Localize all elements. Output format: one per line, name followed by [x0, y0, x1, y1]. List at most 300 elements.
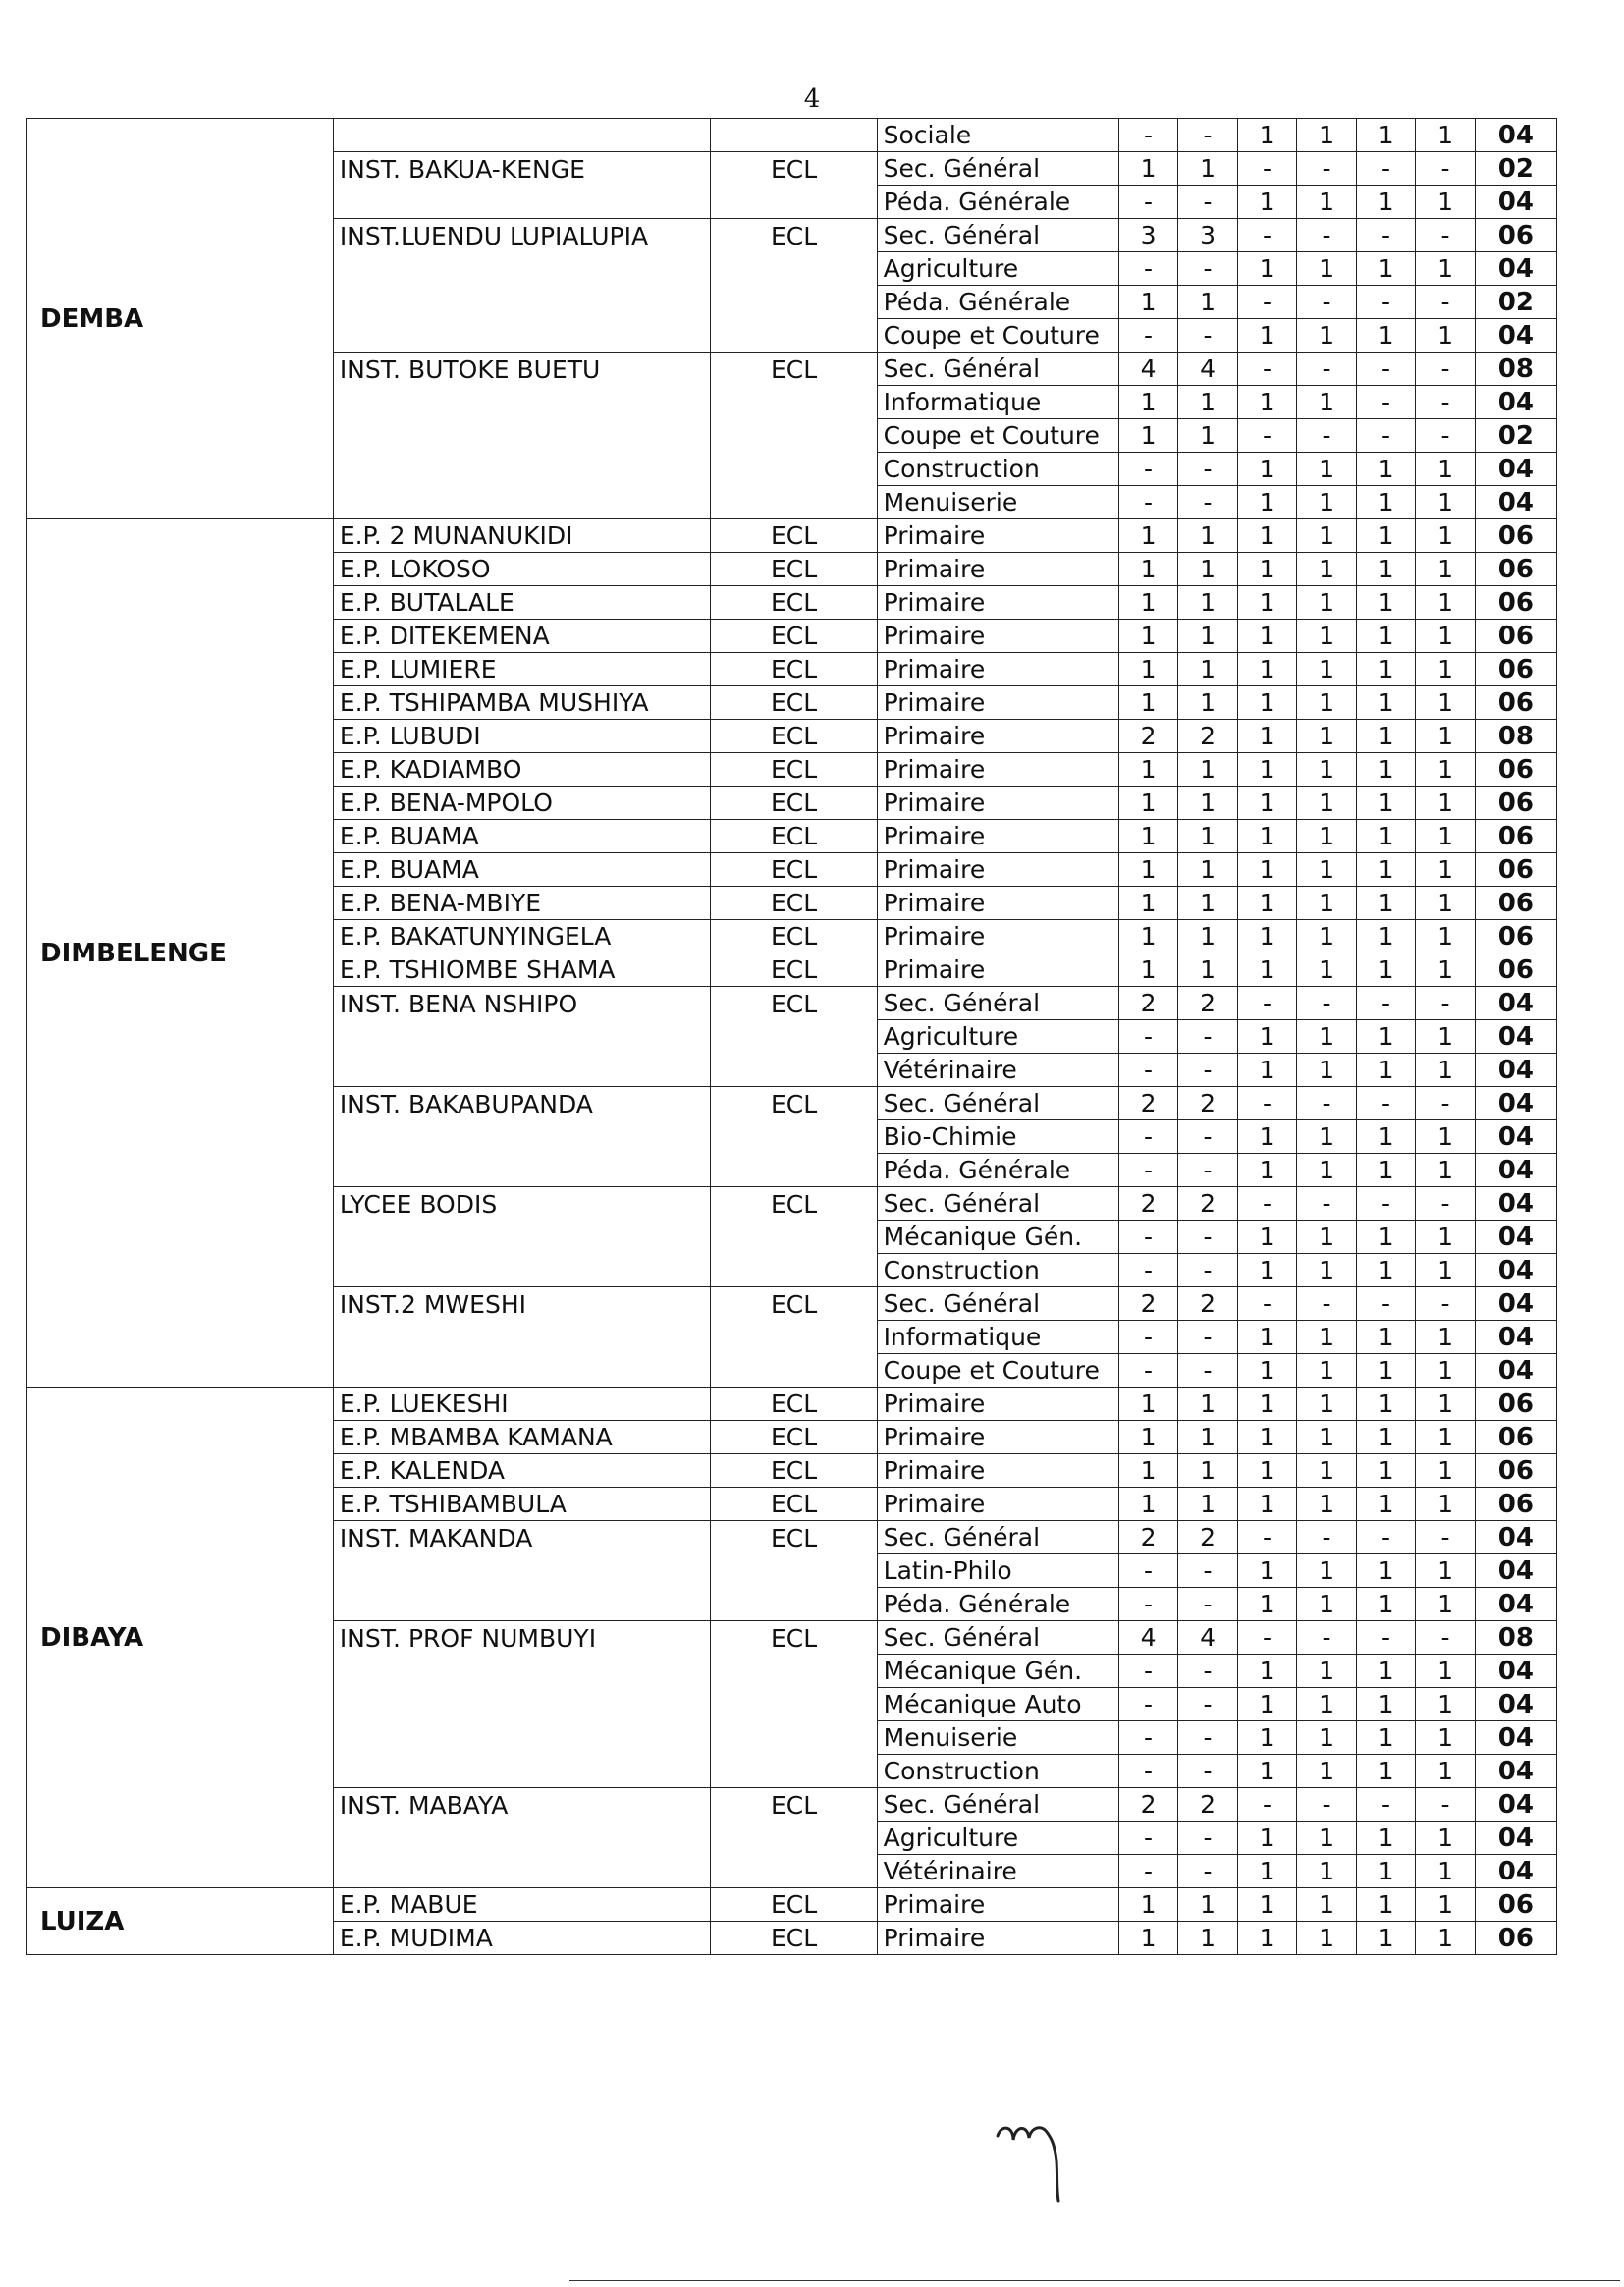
total-cell: 04: [1475, 486, 1556, 519]
count-cell: 1: [1356, 1488, 1416, 1521]
option-cell: Péda. Générale: [877, 286, 1118, 319]
count-cell: 1: [1297, 686, 1357, 720]
count-cell: 1: [1118, 653, 1178, 686]
table-row: [27, 1388, 1557, 1421]
option-cell: Primaire: [877, 686, 1118, 720]
regime-cell: ECL: [711, 1187, 877, 1287]
count-cell: -: [1118, 1321, 1178, 1354]
count-cell: 1: [1356, 1554, 1416, 1588]
count-cell: -: [1178, 453, 1238, 486]
count-cell: 1: [1297, 453, 1357, 486]
count-cell: -: [1356, 1788, 1416, 1822]
count-cell: 3: [1118, 219, 1178, 252]
total-cell: 06: [1475, 853, 1556, 887]
count-cell: 2: [1118, 987, 1178, 1020]
count-cell: 1: [1237, 119, 1297, 152]
count-cell: 1: [1297, 553, 1357, 586]
option-cell: Construction: [877, 1755, 1118, 1788]
total-cell: 04: [1475, 1054, 1556, 1087]
option-cell: Primaire: [877, 1888, 1118, 1922]
count-cell: 2: [1178, 987, 1238, 1020]
school-name-cell: INST. BUTOKE BUETU: [333, 353, 711, 519]
count-cell: 1: [1297, 1755, 1357, 1788]
count-cell: 1: [1297, 820, 1357, 853]
count-cell: 1: [1297, 1020, 1357, 1054]
count-cell: 1: [1297, 1154, 1357, 1187]
count-cell: -: [1178, 1655, 1238, 1688]
count-cell: -: [1118, 486, 1178, 519]
count-cell: -: [1297, 987, 1357, 1020]
total-cell: 02: [1475, 286, 1556, 319]
count-cell: -: [1178, 1321, 1238, 1354]
school-name-cell: E.P. MBAMBA KAMANA: [333, 1421, 711, 1454]
count-cell: -: [1416, 1287, 1476, 1321]
regime-cell: ECL: [711, 953, 877, 987]
count-cell: 1: [1356, 453, 1416, 486]
count-cell: -: [1178, 1054, 1238, 1087]
count-cell: 1: [1356, 486, 1416, 519]
regime-cell: ECL: [711, 686, 877, 720]
option-cell: Coupe et Couture: [877, 419, 1118, 453]
count-cell: 1: [1416, 1721, 1476, 1755]
count-cell: 1: [1356, 953, 1416, 987]
count-cell: 1: [1297, 853, 1357, 887]
count-cell: 1: [1237, 1221, 1297, 1254]
count-cell: 1: [1356, 1888, 1416, 1922]
count-cell: -: [1297, 1621, 1357, 1655]
count-cell: -: [1356, 286, 1416, 319]
count-cell: 1: [1178, 686, 1238, 720]
count-cell: 1: [1237, 386, 1297, 419]
region-cell: DEMBA: [27, 119, 334, 519]
total-cell: 04: [1475, 1655, 1556, 1688]
count-cell: 3: [1178, 219, 1238, 252]
option-cell: Primaire: [877, 720, 1118, 753]
count-cell: -: [1297, 152, 1357, 186]
total-cell: 04: [1475, 1788, 1556, 1822]
count-cell: 1: [1297, 386, 1357, 419]
count-cell: -: [1118, 1354, 1178, 1388]
total-cell: 04: [1475, 1221, 1556, 1254]
count-cell: 1: [1297, 953, 1357, 987]
count-cell: 1: [1178, 953, 1238, 987]
count-cell: 1: [1356, 720, 1416, 753]
count-cell: 1: [1416, 186, 1476, 219]
count-cell: 1: [1356, 1655, 1416, 1688]
count-cell: 1: [1416, 453, 1476, 486]
count-cell: 1: [1356, 1120, 1416, 1154]
option-cell: Sec. Général: [877, 152, 1118, 186]
total-cell: 06: [1475, 787, 1556, 820]
count-cell: 1: [1416, 1354, 1476, 1388]
count-cell: 1: [1237, 1655, 1297, 1688]
total-cell: 08: [1475, 720, 1556, 753]
count-cell: -: [1297, 219, 1357, 252]
count-cell: 1: [1416, 486, 1476, 519]
count-cell: -: [1356, 353, 1416, 386]
count-cell: -: [1118, 1020, 1178, 1054]
total-cell: 04: [1475, 1755, 1556, 1788]
total-cell: 04: [1475, 1187, 1556, 1221]
school-name-cell: INST.2 MWESHI: [333, 1287, 711, 1388]
option-cell: Primaire: [877, 1388, 1118, 1421]
count-cell: 1: [1297, 1488, 1357, 1521]
count-cell: 1: [1118, 586, 1178, 620]
total-cell: 06: [1475, 1454, 1556, 1488]
total-cell: 02: [1475, 419, 1556, 453]
count-cell: 1: [1237, 519, 1297, 553]
school-name-cell: INST. BENA NSHIPO: [333, 987, 711, 1087]
school-name-cell: E.P. BAKATUNYINGELA: [333, 920, 711, 953]
count-cell: 1: [1416, 1254, 1476, 1287]
count-cell: 1: [1297, 252, 1357, 286]
count-cell: 1: [1416, 119, 1476, 152]
count-cell: 1: [1237, 1054, 1297, 1087]
count-cell: 1: [1297, 1588, 1357, 1621]
count-cell: -: [1297, 419, 1357, 453]
count-cell: -: [1118, 1588, 1178, 1621]
count-cell: 1: [1118, 1454, 1178, 1488]
count-cell: -: [1178, 1120, 1238, 1154]
count-cell: -: [1118, 252, 1178, 286]
count-cell: 1: [1178, 1454, 1238, 1488]
total-cell: 04: [1475, 453, 1556, 486]
option-cell: Mécanique Gén.: [877, 1221, 1118, 1254]
count-cell: 1: [1297, 1688, 1357, 1721]
count-cell: 1: [1118, 853, 1178, 887]
school-name-cell: E.P. DITEKEMENA: [333, 620, 711, 653]
count-cell: -: [1297, 1788, 1357, 1822]
count-cell: 1: [1297, 887, 1357, 920]
count-cell: -: [1237, 219, 1297, 252]
count-cell: 1: [1297, 1554, 1357, 1588]
count-cell: -: [1237, 419, 1297, 453]
count-cell: 1: [1416, 586, 1476, 620]
school-name-cell: INST. BAKABUPANDA: [333, 1087, 711, 1187]
count-cell: 1: [1356, 1020, 1416, 1054]
count-cell: -: [1237, 1287, 1297, 1321]
count-cell: 1: [1297, 519, 1357, 553]
region-cell: LUIZA: [27, 1888, 334, 1955]
option-cell: Menuiserie: [877, 1721, 1118, 1755]
school-name-cell: INST. MAKANDA: [333, 1521, 711, 1621]
count-cell: 1: [1237, 1454, 1297, 1488]
count-cell: 1: [1237, 453, 1297, 486]
count-cell: 1: [1416, 1154, 1476, 1187]
count-cell: 1: [1297, 1454, 1357, 1488]
count-cell: 1: [1237, 1588, 1297, 1621]
school-name-cell: E.P. 2 MUNANUKIDI: [333, 519, 711, 553]
option-cell: Primaire: [877, 1488, 1118, 1521]
regime-cell: ECL: [711, 553, 877, 586]
count-cell: 1: [1237, 920, 1297, 953]
count-cell: 1: [1356, 787, 1416, 820]
regime-cell: ECL: [711, 519, 877, 553]
count-cell: 1: [1356, 1388, 1416, 1421]
regime-cell: ECL: [711, 1521, 877, 1621]
count-cell: -: [1118, 1154, 1178, 1187]
regime-cell: ECL: [711, 920, 877, 953]
count-cell: 1: [1416, 887, 1476, 920]
total-cell: 06: [1475, 1922, 1556, 1955]
count-cell: 1: [1178, 1421, 1238, 1454]
total-cell: 06: [1475, 753, 1556, 787]
option-cell: Primaire: [877, 586, 1118, 620]
count-cell: 1: [1356, 920, 1416, 953]
count-cell: -: [1297, 286, 1357, 319]
total-cell: 06: [1475, 1388, 1556, 1421]
count-cell: -: [1356, 152, 1416, 186]
count-cell: 1: [1237, 1554, 1297, 1588]
regime-cell: ECL: [711, 620, 877, 653]
count-cell: 1: [1356, 1922, 1416, 1955]
option-cell: Primaire: [877, 1454, 1118, 1488]
count-cell: -: [1416, 1521, 1476, 1554]
option-cell: Sec. Général: [877, 1187, 1118, 1221]
count-cell: 1: [1416, 1221, 1476, 1254]
count-cell: -: [1356, 1287, 1416, 1321]
option-cell: Vétérinaire: [877, 1855, 1118, 1888]
count-cell: 1: [1416, 1020, 1476, 1054]
count-cell: 1: [1416, 1755, 1476, 1788]
count-cell: -: [1118, 1554, 1178, 1588]
count-cell: 1: [1297, 586, 1357, 620]
total-cell: 04: [1475, 319, 1556, 353]
total-cell: 04: [1475, 1688, 1556, 1721]
count-cell: -: [1356, 1521, 1416, 1554]
total-cell: 04: [1475, 386, 1556, 419]
count-cell: 1: [1118, 152, 1178, 186]
count-cell: -: [1356, 1187, 1416, 1221]
count-cell: 1: [1178, 586, 1238, 620]
count-cell: 2: [1118, 1087, 1178, 1120]
total-cell: 04: [1475, 1354, 1556, 1388]
count-cell: 1: [1356, 1421, 1416, 1454]
option-cell: Sec. Général: [877, 219, 1118, 252]
total-cell: 04: [1475, 1855, 1556, 1888]
count-cell: 1: [1178, 386, 1238, 419]
count-cell: 1: [1416, 753, 1476, 787]
regime-cell: ECL: [711, 1087, 877, 1187]
count-cell: 1: [1297, 1655, 1357, 1688]
option-cell: Agriculture: [877, 1822, 1118, 1855]
count-cell: 1: [1118, 953, 1178, 987]
count-cell: 1: [1237, 1254, 1297, 1287]
count-cell: 1: [1237, 252, 1297, 286]
count-cell: 1: [1356, 1154, 1416, 1187]
count-cell: 1: [1297, 1321, 1357, 1354]
regime-cell: ECL: [711, 987, 877, 1087]
count-cell: 1: [1356, 853, 1416, 887]
regime-cell: ECL: [711, 1922, 877, 1955]
count-cell: -: [1118, 1254, 1178, 1287]
total-cell: 04: [1475, 1254, 1556, 1287]
total-cell: 06: [1475, 553, 1556, 586]
total-cell: 06: [1475, 953, 1556, 987]
option-cell: Sec. Général: [877, 1087, 1118, 1120]
count-cell: 1: [1118, 1388, 1178, 1421]
count-cell: 1: [1237, 1020, 1297, 1054]
school-name-cell: INST. MABAYA: [333, 1788, 711, 1888]
total-cell: 06: [1475, 920, 1556, 953]
option-cell: Primaire: [877, 1421, 1118, 1454]
count-cell: 2: [1118, 1287, 1178, 1321]
count-cell: -: [1416, 1788, 1476, 1822]
count-cell: 1: [1297, 920, 1357, 953]
regime-cell: ECL: [711, 1388, 877, 1421]
option-cell: Bio-Chimie: [877, 1120, 1118, 1154]
count-cell: -: [1237, 286, 1297, 319]
count-cell: 1: [1416, 686, 1476, 720]
count-cell: 1: [1118, 286, 1178, 319]
school-name-cell: E.P. TSHIOMBE SHAMA: [333, 953, 711, 987]
count-cell: 1: [1237, 553, 1297, 586]
count-cell: 1: [1237, 620, 1297, 653]
option-cell: Mécanique Gén.: [877, 1655, 1118, 1688]
regime-cell: ECL: [711, 1788, 877, 1888]
count-cell: 1: [1118, 820, 1178, 853]
regime-cell: ECL: [711, 653, 877, 686]
regime-cell: ECL: [711, 1454, 877, 1488]
option-cell: Primaire: [877, 887, 1118, 920]
count-cell: 1: [1356, 1822, 1416, 1855]
school-name-cell: E.P. LOKOSO: [333, 553, 711, 586]
count-cell: -: [1416, 419, 1476, 453]
count-cell: 1: [1178, 1922, 1238, 1955]
count-cell: 1: [1297, 1822, 1357, 1855]
count-cell: 1: [1118, 920, 1178, 953]
region-cell: DIMBELENGE: [27, 519, 334, 1388]
school-allocation-table: [26, 118, 1557, 1955]
count-cell: 1: [1237, 186, 1297, 219]
count-cell: 1: [1237, 1120, 1297, 1154]
count-cell: -: [1118, 186, 1178, 219]
total-cell: 08: [1475, 353, 1556, 386]
count-cell: -: [1178, 1354, 1238, 1388]
count-cell: 1: [1237, 1855, 1297, 1888]
region-cell: DIBAYA: [27, 1388, 334, 1888]
option-cell: Primaire: [877, 553, 1118, 586]
total-cell: 04: [1475, 1287, 1556, 1321]
regime-cell: ECL: [711, 1287, 877, 1388]
count-cell: 1: [1416, 1822, 1476, 1855]
count-cell: -: [1356, 219, 1416, 252]
count-cell: 1: [1416, 319, 1476, 353]
total-cell: 06: [1475, 519, 1556, 553]
total-cell: 04: [1475, 1822, 1556, 1855]
regime-cell: ECL: [711, 887, 877, 920]
total-cell: 04: [1475, 1521, 1556, 1554]
total-cell: 04: [1475, 186, 1556, 219]
count-cell: 1: [1416, 720, 1476, 753]
count-cell: -: [1416, 286, 1476, 319]
regime-cell: ECL: [711, 586, 877, 620]
total-cell: 06: [1475, 887, 1556, 920]
school-name-cell: E.P. BUAMA: [333, 853, 711, 887]
regime-cell: ECL: [711, 1888, 877, 1922]
count-cell: 1: [1237, 653, 1297, 686]
count-cell: 1: [1237, 953, 1297, 987]
school-name-cell: E.P. TSHIPAMBA MUSHIYA: [333, 686, 711, 720]
count-cell: -: [1237, 1187, 1297, 1221]
count-cell: 1: [1356, 887, 1416, 920]
total-cell: 06: [1475, 1488, 1556, 1521]
count-cell: 1: [1416, 787, 1476, 820]
count-cell: 1: [1297, 1888, 1357, 1922]
count-cell: 4: [1178, 1621, 1238, 1655]
table-body: [27, 119, 1557, 1955]
count-cell: 1: [1356, 1855, 1416, 1888]
count-cell: 1: [1237, 1321, 1297, 1354]
school-name-cell: E.P. LUBUDI: [333, 720, 711, 753]
count-cell: 1: [1178, 553, 1238, 586]
count-cell: 1: [1237, 887, 1297, 920]
total-cell: 04: [1475, 252, 1556, 286]
school-name-cell: E.P. KALENDA: [333, 1454, 711, 1488]
count-cell: 2: [1178, 1087, 1238, 1120]
count-cell: -: [1237, 152, 1297, 186]
count-cell: 1: [1237, 319, 1297, 353]
total-cell: 04: [1475, 1588, 1556, 1621]
option-cell: Sec. Général: [877, 987, 1118, 1020]
count-cell: -: [1118, 1855, 1178, 1888]
count-cell: -: [1178, 1688, 1238, 1721]
option-cell: Sociale: [877, 119, 1118, 152]
count-cell: -: [1237, 1087, 1297, 1120]
count-cell: 1: [1237, 486, 1297, 519]
total-cell: 06: [1475, 586, 1556, 620]
count-cell: 2: [1178, 1788, 1238, 1822]
count-cell: 1: [1178, 653, 1238, 686]
count-cell: 1: [1118, 620, 1178, 653]
count-cell: 1: [1297, 1221, 1357, 1254]
regime-cell: ECL: [711, 1421, 877, 1454]
count-cell: 1: [1416, 620, 1476, 653]
option-cell: Menuiserie: [877, 486, 1118, 519]
count-cell: 1: [1416, 1321, 1476, 1354]
option-cell: Informatique: [877, 386, 1118, 419]
count-cell: 1: [1297, 1421, 1357, 1454]
option-cell: Informatique: [877, 1321, 1118, 1354]
count-cell: 1: [1356, 1054, 1416, 1087]
option-cell: Péda. Générale: [877, 1588, 1118, 1621]
option-cell: Agriculture: [877, 1020, 1118, 1054]
count-cell: -: [1416, 1187, 1476, 1221]
school-name-cell: E.P. BENA-MBIYE: [333, 887, 711, 920]
table-row: [27, 1888, 1557, 1922]
count-cell: -: [1356, 419, 1416, 453]
option-cell: Latin-Philo: [877, 1554, 1118, 1588]
count-cell: -: [1178, 486, 1238, 519]
count-cell: 1: [1297, 186, 1357, 219]
count-cell: -: [1118, 1120, 1178, 1154]
count-cell: 1: [1356, 1254, 1416, 1287]
count-cell: 1: [1416, 820, 1476, 853]
count-cell: 1: [1237, 1354, 1297, 1388]
regime-cell: ECL: [711, 152, 877, 219]
count-cell: 1: [1297, 1721, 1357, 1755]
regime-cell: ECL: [711, 353, 877, 519]
count-cell: 1: [1356, 686, 1416, 720]
option-cell: Vétérinaire: [877, 1054, 1118, 1087]
count-cell: 1: [1178, 519, 1238, 553]
count-cell: -: [1118, 1655, 1178, 1688]
table-row: [27, 519, 1557, 553]
school-name-cell: E.P. TSHIBAMBULA: [333, 1488, 711, 1521]
count-cell: 1: [1416, 1888, 1476, 1922]
count-cell: 1: [1178, 152, 1238, 186]
count-cell: 1: [1297, 1354, 1357, 1388]
